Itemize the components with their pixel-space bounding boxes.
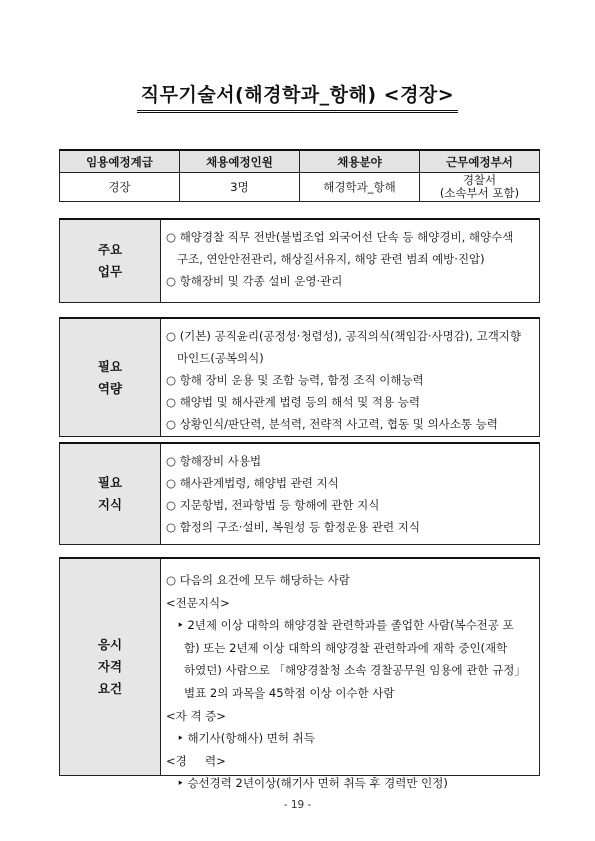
- table-row: [60, 173, 540, 202]
- dept-line-2: (소속부서 포함): [439, 186, 520, 200]
- duties-content: [161, 220, 539, 302]
- duties-label-line: 업무: [97, 264, 123, 279]
- header-count: 채용예정인원: [180, 150, 300, 173]
- duties-label-line: 주요: [97, 242, 123, 257]
- list-item: ○ 해양법 및 해사관계 법령 등의 해석 및 적용 능력: [166, 395, 421, 409]
- dept-line-1: 경찰서: [462, 173, 497, 187]
- cell-field: 해경학과_항해: [300, 173, 420, 202]
- competency-label-line: 역량: [97, 380, 123, 396]
- list-item: ‣ 해기사(항해사) 면허 취득: [177, 731, 315, 746]
- header-rank: 임용예정계급: [60, 150, 180, 173]
- duties-label: [60, 220, 161, 302]
- list-item: ○ 해사관계법령, 해양법 관련 지식: [166, 476, 339, 490]
- list-item: ○ 지문항법, 전파항법 등 항해에 관한 지식: [166, 498, 380, 512]
- list-item: ○ 함정의 구조·설비, 복원성 등 함정운용 관련 지식: [166, 520, 421, 534]
- list-item: ○ 다음의 요건에 모두 해당하는 사람: [166, 573, 350, 587]
- list-item-continuation: 함) 또는 2년제 이상 대학의 해양경찰 관련학과에 재학 중인(재학: [184, 640, 508, 655]
- list-item: ○ (기본) 공직윤리(공정성·청렴성), 공직의식(책임감·사명감), 고객지향: [166, 329, 522, 343]
- qualification-label-line: 요건: [97, 681, 123, 696]
- list-item-continuation: 구조, 연안안전관리, 해상질서유지, 해양 관련 범죄 예방·진압): [177, 252, 485, 266]
- qualification-label: [60, 559, 161, 775]
- knowledge-section: [59, 442, 540, 545]
- list-item: ‣ 승선경력 2년이상(해기사 면허 취득 후 경력만 인정): [177, 776, 448, 791]
- competency-content: [161, 319, 539, 436]
- header-dept: 근무예정부서: [420, 150, 540, 173]
- knowledge-label-line: 필요: [97, 475, 123, 490]
- knowledge-label-line: 지식: [97, 497, 123, 512]
- list-item: ○ 항해장비 사용법: [166, 454, 262, 468]
- table-header-row: [60, 150, 540, 173]
- page-number: - 19 -: [283, 799, 312, 811]
- list-item: ○ 항해 장비 운용 및 조함 능력, 함정 조직 이해능력: [166, 373, 424, 387]
- competency-label-line: 필요: [97, 358, 123, 374]
- list-item-continuation: 별표 2의 과목을 45학점 이상 이수한 사람: [184, 685, 395, 700]
- career-header: <경 력>: [166, 753, 226, 768]
- expertise-header: <전문지식>: [166, 595, 230, 610]
- page-title: [0, 80, 595, 113]
- qualification-section: [59, 557, 540, 791]
- recruitment-info-table: [59, 149, 540, 202]
- license-header: <자 격 증>: [166, 708, 226, 723]
- competency-label: [60, 319, 161, 436]
- knowledge-content: [161, 444, 539, 544]
- knowledge-label: [60, 444, 161, 544]
- competency-section: [59, 317, 540, 437]
- list-item: ○ 상황인식/판단력, 분석력, 전략적 사고력, 협동 및 의사소통 능력: [166, 417, 498, 431]
- duties-section: [59, 218, 540, 303]
- qualification-label-line: 응시: [97, 637, 123, 652]
- header-field: 채용분야: [300, 150, 420, 173]
- cell-dept: [420, 173, 540, 202]
- list-item: ○ 항해장비 및 각종 설비 운영·관리: [166, 274, 343, 288]
- list-item-continuation: 마인드(공복의식): [177, 351, 264, 365]
- cell-count: 3명: [180, 173, 300, 202]
- qualification-content: [161, 559, 539, 791]
- list-item-continuation: 하였던) 사람으로 「해양경찰청 소속 경찰공무원 임용에 관한 규정」: [184, 663, 526, 678]
- qualification-label-line: 자격: [97, 659, 123, 674]
- list-item: ‣ 2년제 이상 대학의 해양경찰 관련학과를 졸업한 사람(복수전공 포: [177, 618, 514, 633]
- list-item: ○ 해양경찰 직무 전반(불법조업 외국어선 단속 등 해양경비, 해양수색: [166, 230, 514, 244]
- cell-rank: 경장: [60, 173, 180, 202]
- page-title-text: 직무기술서(해경학과_항해) <경장>: [137, 80, 458, 113]
